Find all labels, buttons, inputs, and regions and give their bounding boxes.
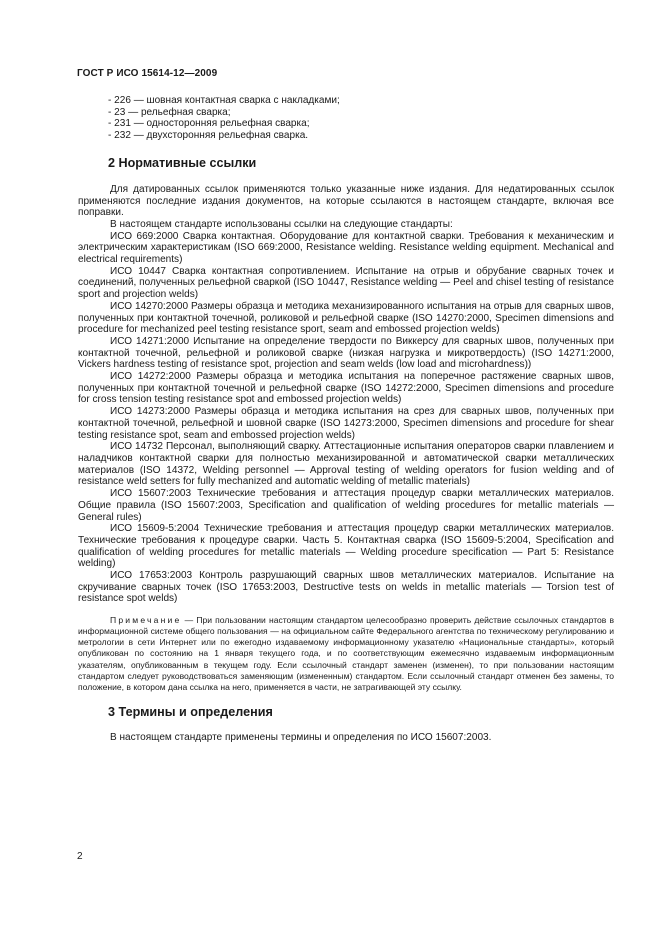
note-text: — При пользовании настоящим стандартом целесообразно проверить действие ссылочных стандартов в информационной системе общего пользования — на официальном сайте Федерального агентства по техническому регулированию и метрологии в сети Интернет или по ежегодно издаваемому информационному указателю «Национальные стандарты», который опубликован по состоянию на 1 января текущего года, и по соответствующим ежемесячно издаваемым информационным указателям, опубликованным в текущем году. Если ссылочный стандарт заменен (изменен), то при пользовании настоящим стандартом следует руководствоваться заменяющим (измененным) стандартом. Если ссылочный стандарт отменен без замены, то положение, в котором дана ссылка на него, применяется в части, не затрагивающей эту ссылку. (78, 615, 614, 692)
list-item: - 231 — односторонняя рельефная сварка; (108, 118, 310, 130)
reference-iso-14270: ИСО 14270:2000 Размеры образца и методика механизированного испытания на отрыв для сварных швов, полученных при контактной точечной, роликовой и рельефной сварке (ISO 14270:2000, Specimen dimensions and procedure for mechanized peel testing resistance sport, seam and embossed projection welds) (78, 300, 614, 336)
section-2-heading: 2 Нормативные ссылки (108, 155, 257, 170)
reference-iso-14732: ИСО 14732 Персонал, выполняющий сварку. Аттестационные испытания операторов сварки плавлением и наладчиков контактной сварки для полностью механизированной и автоматической сварки металлических материалов (ISO 14372, Welding personnel — Approval testing of welding operators for fusion welding and of resistance weld setters for fully mechanized and automatic welding of metallic materials) (78, 441, 614, 488)
document-header: ГОСТ Р ИСО 15614-12—2009 (77, 68, 218, 79)
reference-iso-14271: ИСО 14271:2000 Испытание на определение твердости по Виккерсу для сварных швов, полученных при контактной точечной, рельефной и роликовой сварке (низкая нагрузка и микротвердость) (ISO 14271:2000, Vickers hardness testing of resistance spot, projection and seam welds (low load and microhardness)) (78, 335, 614, 371)
note-label: Примечание (110, 615, 182, 626)
section-3-heading: 3 Термины и определения (108, 704, 273, 719)
paragraph: В настоящем стандарте применены термины и определения по ИСО 15607:2003. (110, 731, 492, 743)
page-number: 2 (77, 851, 83, 862)
list-item: - 226 — шовная контактная сварка с накладками; (108, 95, 340, 106)
reference-iso-17653: ИСО 17653:2003 Контроль разрушающий сварных швов металлических материалов. Испытание на скручивание сварных точек (ISO 17653:2003, Destructive tests on welds in metallic materials — Torsion test of resistance spot welds) (78, 570, 614, 605)
reference-iso-669: ИСО 669:2000 Сварка контактная. Оборудование для контактной сварки. Требования к механическим и электрическим характеристикам (ISO 669:2000, Resistance welding. Resistance welding equipment. Mechanical and electrical requirements) (78, 230, 614, 266)
paragraph: В настоящем стандарте использованы ссылки на следующие стандарты: (110, 218, 453, 230)
page-content (78, 95, 614, 743)
note (78, 615, 614, 693)
reference-iso-14273: ИСО 14273:2000 Размеры образца и методика испытания на срез для сварных швов, полученных при контактной точечной, рельефной и шовной сварке (ISO 14273:2000, Specimen dimensions and procedure for shear testing resistance spot, seam and embossed projection welds) (78, 406, 614, 441)
list-item: - 232 — двухсторонняя рельефная сварка. (108, 130, 309, 142)
list-item: - 23 — рельефная сварка; (108, 106, 231, 118)
welding-process-list (78, 95, 614, 142)
reference-iso-15607: ИСО 15607:2003 Технические требования и аттестация процедур сварки металлических материалов. Общие правила (ISO 15607:2003, Specification and qualification of welding procedures for metallic materials — General rules) (78, 488, 614, 523)
reference-iso-15609-5: ИСО 15609-5:2004 Технические требования и аттестация процедур сварки металлических материалов. Технические требования к процедуре сварки. Часть 5. Контактная сварка (ISO 15609-5:2004, Specification and qualification of welding procedures for metallic materials — Welding procedure specification — Part 5: Resistance welding) (78, 523, 614, 570)
paragraph: Для датированных ссылок применяются только указанные ниже издания. Для недатированных ссылок применяются последние издания документов, на которые ссылаются в настоящем стандарте, включая все поправки. (78, 183, 614, 219)
reference-iso-14272: ИСО 14272:2000 Размеры образца и методика испытания на поперечное растяжение сварных швов, полученных при контактной точечной и рельефной сварке (ISO 14272:2000, Specimen dimensions and procedure for cross tension testing resistance spot and embossed projection welds) (78, 371, 614, 406)
reference-iso-10447: ИСО 10447 Сварка контактная сопротивлением. Испытание на отрыв и обрубание сварных точек и соединений, полученных рельефной сваркой (ISO 10447, Resistance welding — Peel and chisel testing of resistance sport and projection welds) (78, 265, 614, 301)
